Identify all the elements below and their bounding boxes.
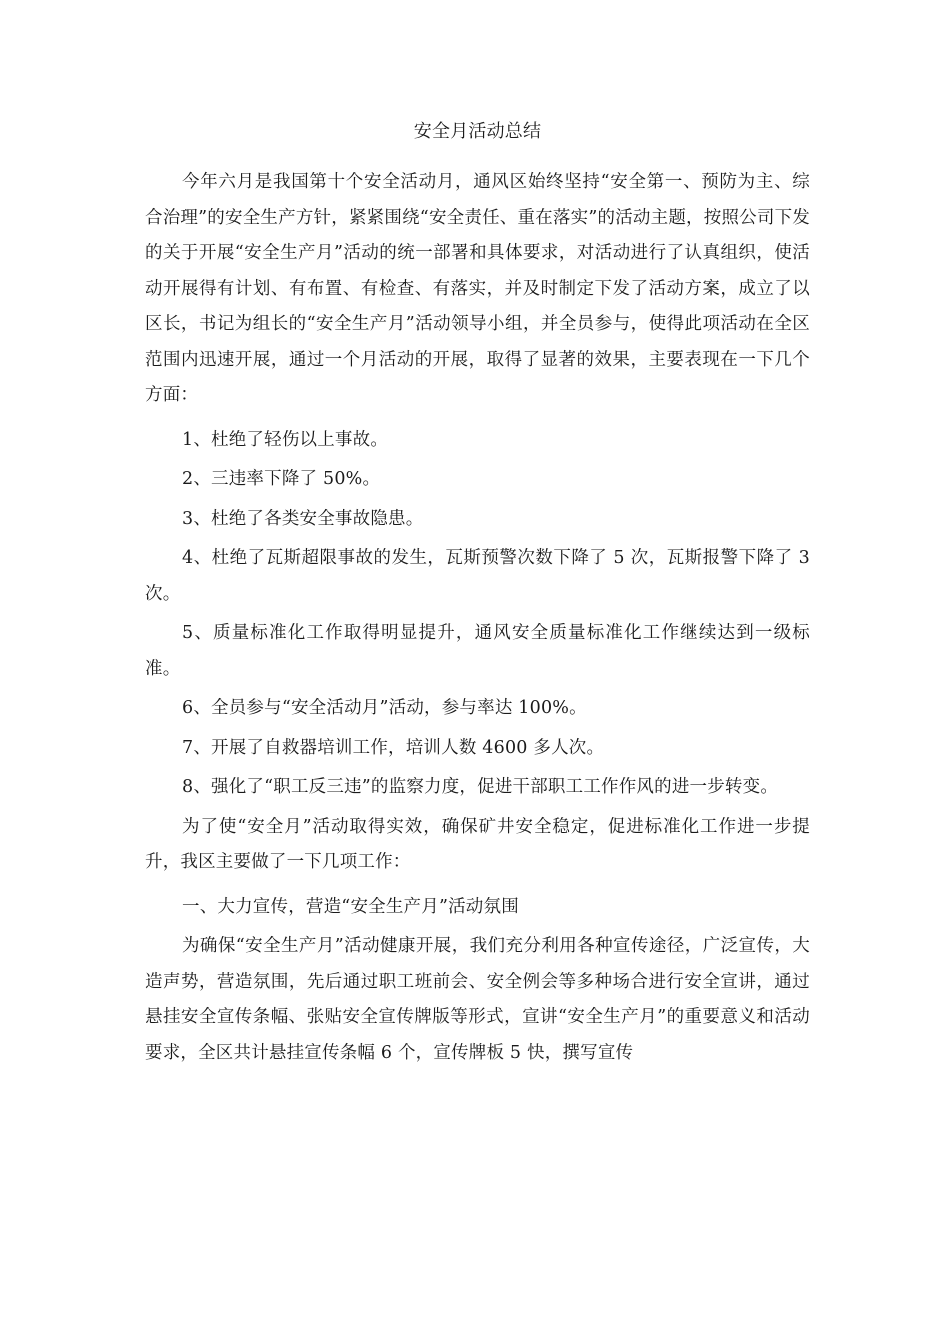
result-item-1: 1、杜绝了轻伤以上事故。 xyxy=(182,429,389,450)
result-item-4: 4、杜绝了瓦斯超限事故的发生，瓦斯预警次数下降了 5 次，瓦斯报警下降了 3 次。 xyxy=(145,548,816,604)
result-item-2: 2、三违率下降了 50%。 xyxy=(182,469,381,489)
result-item-8: 8、强化了“职工反三违”的监察力度，促进干部职工工作作风的进一步转变。 xyxy=(182,777,779,797)
intro-paragraph: 今年六月是我国第十个安全活动月，通风区始终坚持“安全第一、预防为主、综合治理”的安全生产方针，紧紧围绕“安全责任、重在落实”的活动主题，按照公司下发的关于开展“安全生产月”活动的统一部署和具体要求，对活动进行了认真组织，使活动开展得有计划、有布置、有检查、有落实，并及时制定下发了活动方案，成立了以区长，书记为组长的“安全生产月”活动领导小组，并全员参与，使得此项活动在全区范围内迅速开展，通过一个月活动的开展，取得了显著的效果，主要表现在一下几个方面： xyxy=(145,172,810,405)
result-item-7: 7、开展了自救器培训工作，培训人数 4600 多人次。 xyxy=(182,737,605,758)
result-item-3: 3、杜绝了各类安全事故隐患。 xyxy=(182,508,424,529)
document-body xyxy=(145,165,816,1080)
result-item-5: 5、质量标准化工作取得明显提升，通风安全质量标准化工作继续达到一级标准。 xyxy=(145,623,810,679)
section-heading-1: 一、大力宣传，营造“安全生产月”活动氛围 xyxy=(182,896,519,917)
result-item-6: 6、全员参与“安全活动月”活动，参与率达 100%。 xyxy=(182,698,587,718)
section-1-paragraph: 为确保“安全生产月”活动健康开展，我们充分利用各种宣传途径，广泛宣传，大造声势，营造氛围，先后通过职工班前会、安全例会等多种场合进行安全宣讲，通过悬挂安全宣传条幅、张贴安全宣传牌版等形式，宣讲“安全生产月”的重要意义和活动要求，全区共计悬挂宣传条幅 6 个，宣传牌板 5 快，撰写宣传 xyxy=(145,936,810,1063)
document-title: 安全月活动总结 xyxy=(413,121,542,142)
work-intro-paragraph: 为了使“安全月”活动取得实效，确保矿井安全稳定，促进标准化工作进一步提升，我区主要做了一下几项工作： xyxy=(145,816,810,872)
